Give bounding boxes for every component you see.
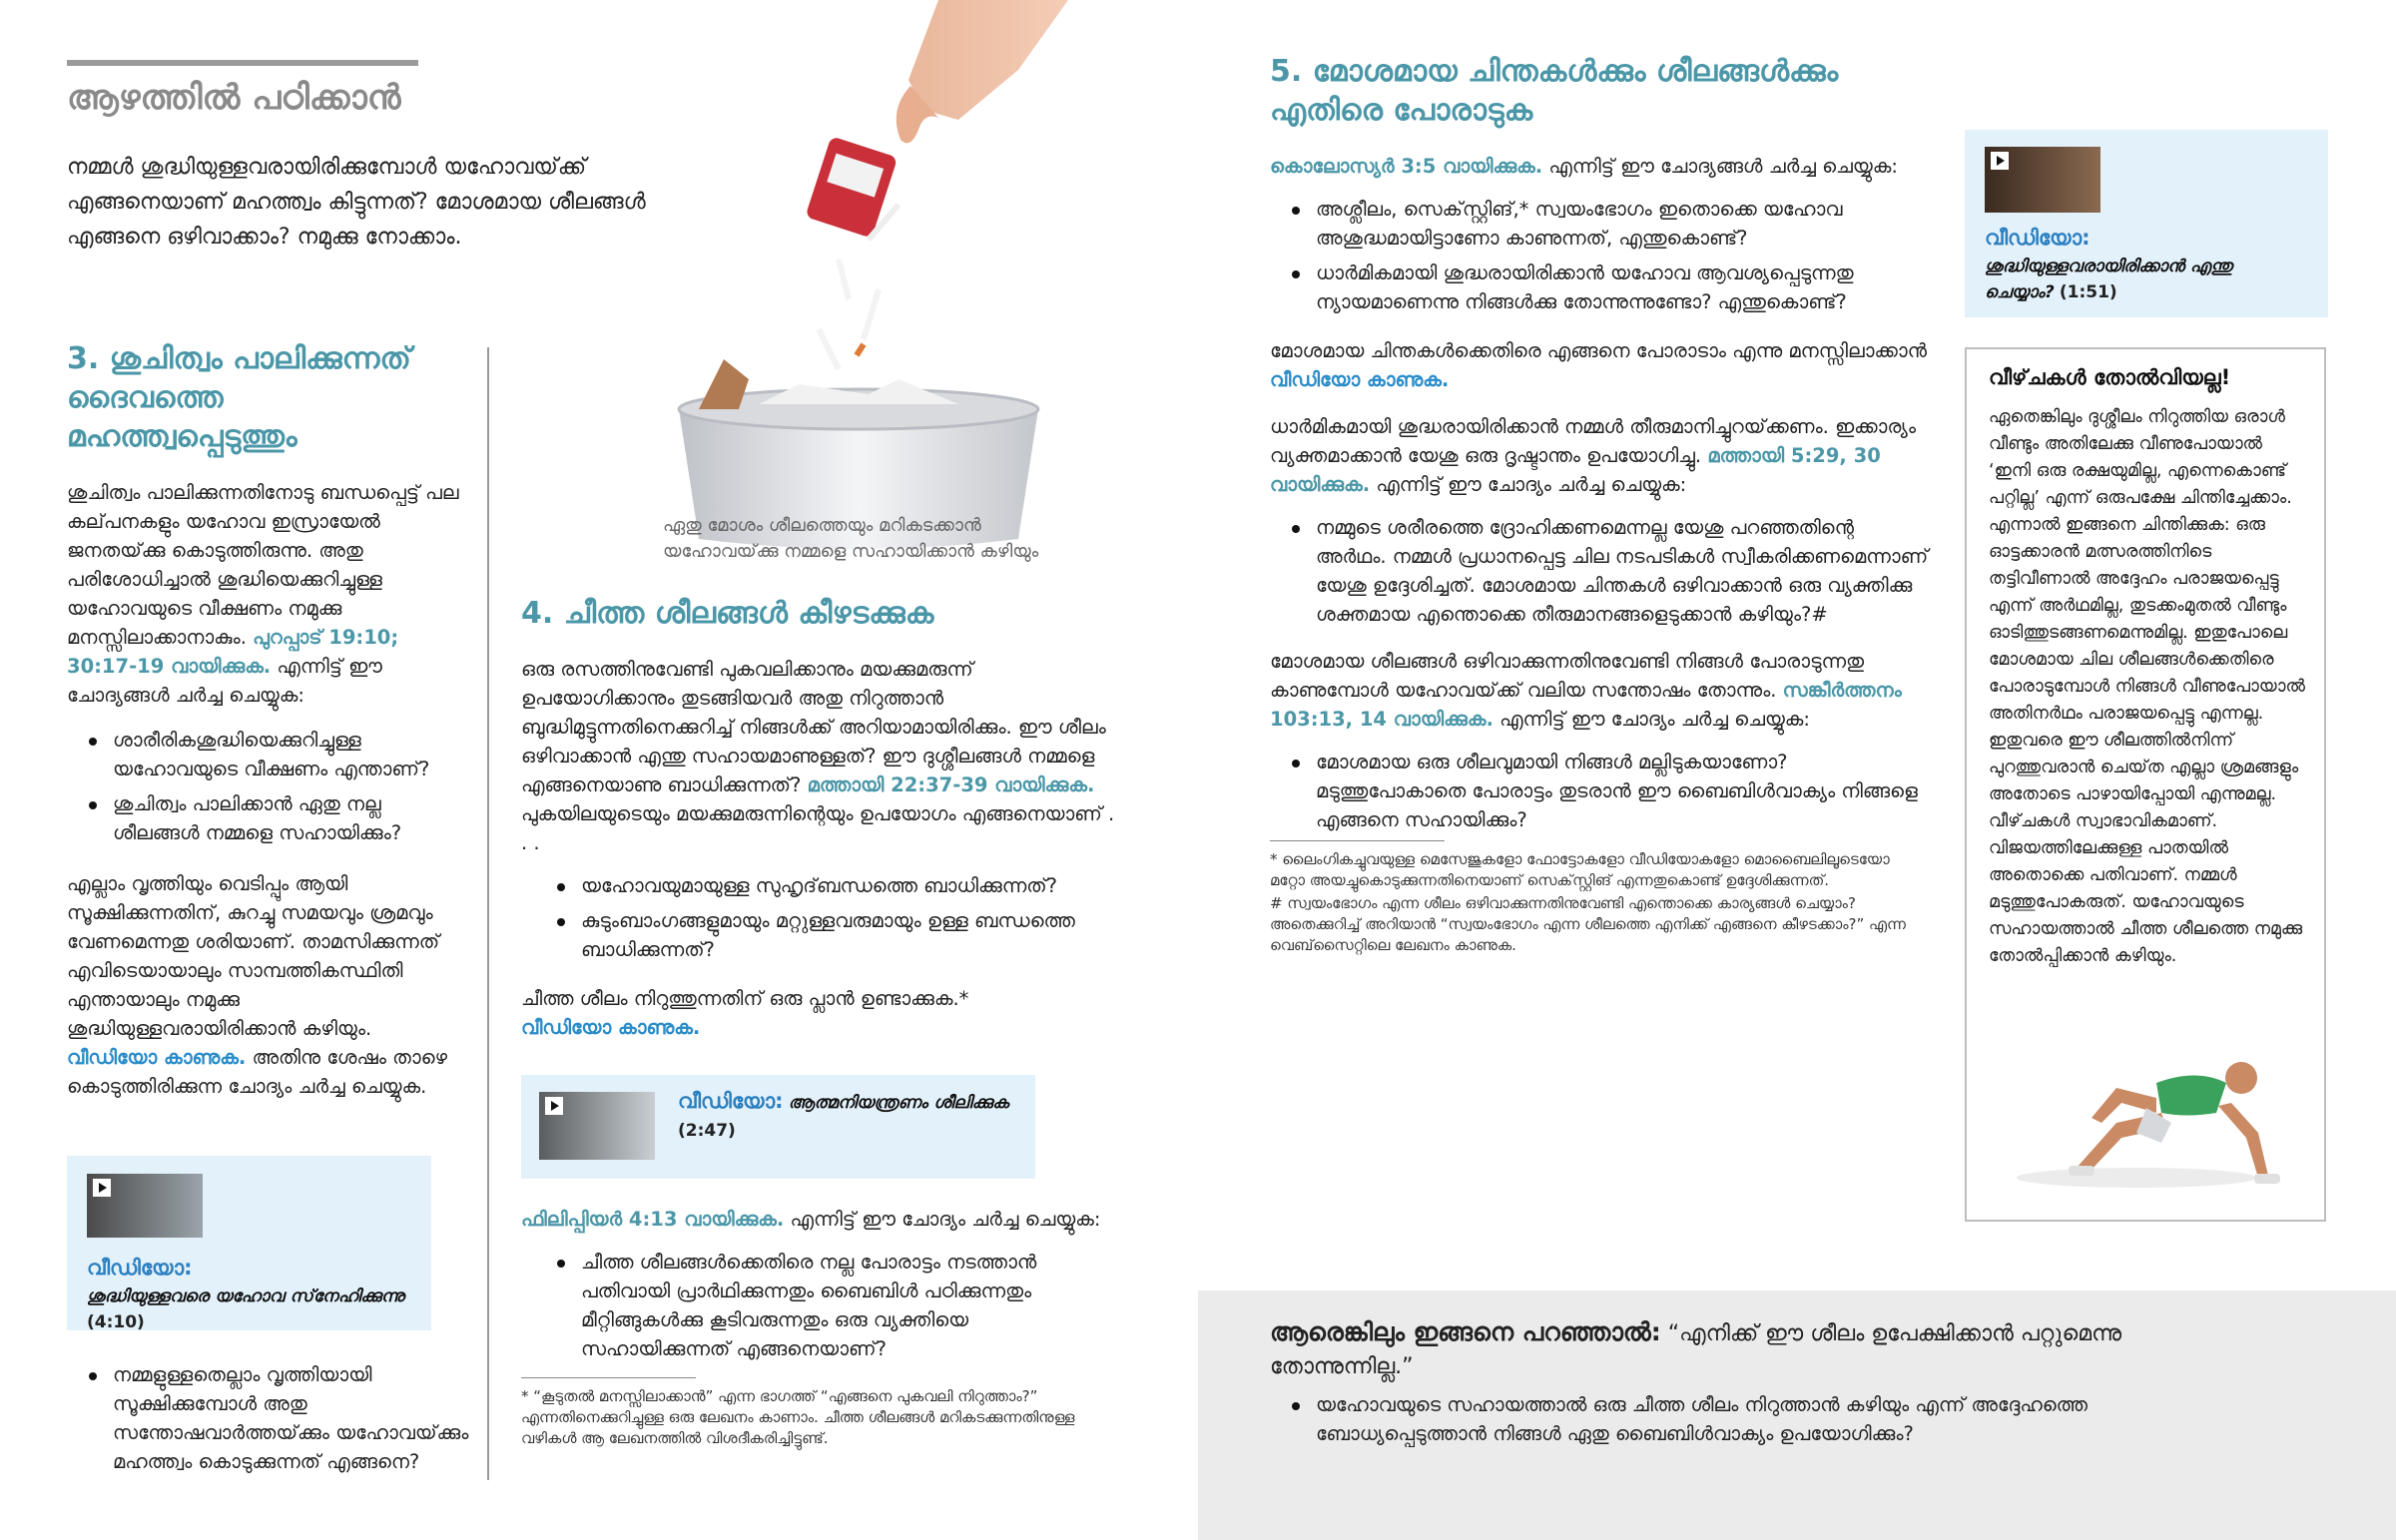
section-4-read2: ഫിലിപ്പിയർ 4:13 വായിക്കുക. എന്നിട്ട് ഈ ചോദ്യം ചർച്ച ചെയ്യുക: [521,1208,1101,1231]
section-5 [1270,52,1929,956]
question-item: യഹോവയുമായുള്ള സുഹൃദ്‌ബന്ധത്തെ ബാധിക്കുന്നത്‌? [535,871,1120,900]
setbacks-box-text: ഏതെങ്കിലും ദുശ്ശീലം നിറുത്തിയ ഒരാൾ വീണ്ടും അതിലേക്കു വീണുപോയാൽ ‘ഇനി ഒരു രക്ഷയുമില്ല, എന്നെകൊണ്ട് പറ്റില്ല’ എന്ന് ഒരുപക്ഷേ ചിന്തിച്ചേക്കാം. എന്നാൽ ഇങ്ങനെ ചിന്തിക്കുക: ഒരു ഓട്ടക്കാരൻ മത്സരത്തിനിടെ തട്ടിവീണാൽ അദ്ദേഹം പരാജയപ്പെട്ടു എന്ന് അർഥമില്ല, തുടക്കംമുതൽ വീണ്ടും ഓടിത്തുടങ്ങണമെന്നുമില്ല. ഇതുപോലെ മോശമായ ചില ശീലങ്ങൾക്കെതിരെ പോരാടുമ്പോൾ നിങ്ങൾ വീണുപോയാൽ അതിനർഥം പരാജയപ്പെട്ടു എന്നല്ല. ഇതുവരെ ഈ ശീലത്തിൽനിന്ന് പുറത്തുവരാൻ ചെയ്‌ത എല്ലാ ശ്രമങ്ങളും അതോടെ പാഴായിപ്പോയി എന്നുമല്ല. വീഴ്‌ചകൾ സ്വാഭാവികമാണ്‌. വിജയത്തിലേക്കുള്ള പാതയിൽ അതൊക്കെ പതിവാണ്‌. നമ്മൾ മടുത്തുപോകരുത്‌. യഹോവയുടെ സഹായത്താൽ ചീത്ത ശീലത്തെ നമുക്കു തോൽപ്പിക്കാൻ കഴിയും. [1989,407,2306,966]
section-4-heading: 4. ചീത്ത ശീലങ്ങൾ കീഴടക്കുക [521,596,934,631]
runner-illustration [1997,1028,2296,1198]
intro-rule [67,60,418,66]
question-item: ശുചിത്വം പാലിക്കാൻ ഏതു നല്ല ശീലങ്ങൾ നമ്മളെ സഹായിക്കും? [67,789,461,847]
video-label: വീഡിയോ: [87,1256,193,1280]
setbacks-box [1965,347,2326,1222]
watch-video-link[interactable]: വീഡിയോ കാണുക. [67,1046,247,1069]
question-item: കുടുംബാംഗങ്ങളുമായും മറ്റുള്ളവരുമായും ഉള്ള ബന്ധത്തെ ബാധിക്കുന്നത്‌? [535,906,1120,964]
section-5-para3: മോശമായ ശീലങ്ങൾ ഒഴിവാക്കുന്നതിനുവേണ്ടി നിങ്ങൾ പോരാടുന്നതു കാണുമ്പോൾ യഹോവയ്‌ക്ക് വലിയ സന്തോഷം തോന്നും. സങ്കീർത്തനം 103:13, 14 വായിക്കുക. എന്നിട്ട് ഈ ചോദ്യം ചർച്ച ചെയ്യുക: [1270,650,1902,731]
intro-text: നമ്മൾ ശുദ്ധിയുള്ളവരായിരിക്കുമ്പോൾ യഹോവയ്‌ക്ക് എങ്ങനെയാണ്‌ മഹത്ത്വം കിട്ടുന്നത്‌? മോശമായ ശീലങ്ങൾ എങ്ങനെ ഒഴിവാക്കാം? നമുക്കു നോക്കാം. [67,155,646,250]
watch-video-link[interactable]: വീഡിയോ കാണുക. [1270,368,1450,391]
video-duration: (1:51) [2059,282,2117,302]
section-4-part2 [521,1205,1120,1449]
question-item: ചീത്ത ശീലങ്ങൾക്കെതിരെ നല്ല പോരാട്ടം നടത്താൻ പതിവായി പ്രാർഥിക്കുന്നതും ബൈബിൾ പഠിക്കുന്നതും മീറ്റിങ്ങുകൾക്കു കൂടിവരുന്നതും ഒരു വ്യക്തിയെ സഹായിക്കുന്നത്‌ എങ്ങനെയാണ്‌? [535,1248,1120,1363]
section-4 [521,594,1120,1042]
objection-panel [1198,1290,2396,1540]
scripture-link-colossians[interactable]: കൊലോസ്യർ 3:5 വായിക്കുക. [1270,155,1543,178]
objection-statement [1270,1315,2248,1383]
video-label: വീഡിയോ: [1985,226,2091,250]
footnote: # സ്വയംഭോഗം എന്ന ശീലം ഒഴിവാക്കുന്നതിനുവേണ്ടി എന്തൊക്കെ കാര്യങ്ങൾ ചെയ്യാം? അതെക്കുറിച്ച് അറിയാൻ “സ്വയംഭോഗം എന്ന ശീലത്തെ എനിക്ക് എങ്ങനെ കീഴടക്കാം?” എന്ന വെബ്‌സൈറ്റിലെ ലേഖനം കാണുക. [1270,894,1906,954]
footnote: * “കൂടുതൽ മനസ്സിലാക്കാൻ” എന്ന ഭാഗത്ത്‌ “എങ്ങനെ പുകവലി നിറുത്താം?” എന്നതിനെക്കുറിച്ചുള്ള ഒരു ലേഖനം കാണാം. ചീത്ത ശീലങ്ങൾ മറികടക്കുന്നതിനുള്ള വഴികൾ ആ ലേഖനത്തിൽ വിശദീകരിച്ചിട്ടുണ്ട്. [521,1387,1075,1447]
play-icon [93,1179,111,1197]
scripture-link-matthew[interactable]: മത്തായി 22:37-39 വായിക്കുക. [807,773,1095,796]
video-label: വീഡിയോ: [678,1089,784,1113]
section-4-plan: ചീത്ത ശീലം നിറുത്തുന്നതിന്‌ ഒരു പ്ലാൻ ഉണ്ടാക്കുക.* വീഡിയോ കാണുക. [521,987,969,1039]
objection-quote: “എനിക്ക് ഈ ശീലം ഉപേക്ഷിക്കാൻ പറ്റുമെന്നു തോന്നുന്നില്ല.” [1270,1321,2122,1379]
video-title: ആത്മനിയന്ത്രണം ശീലിക്കുക [788,1093,1009,1113]
video-title: ശുദ്ധിയുള്ളവരെ യഹോവ സ്‌നേഹിക്കുന്നു [87,1286,405,1306]
video-box-self-control[interactable] [521,1075,1035,1179]
video-duration: (2:47) [678,1121,736,1141]
intro-title: ആഴത്തിൽ പഠിക്കാൻ [67,78,401,118]
watch-video-link[interactable]: വീഡിയോ കാണുക. [521,1016,701,1039]
section-5-heading: 5. മോശമായ ചിന്തകൾക്കും ശീലങ്ങൾക്കും എതിരെ പോരാടുക [1270,54,1839,128]
question-item: മോശമായ ഒരു ശീലവുമായി നിങ്ങൾ മല്ലിടുകയാണോ? മടുത്തുപോകാതെ പോരാട്ടം തുടരാൻ ഈ ബൈബിൾവാക്യം നിങ്ങളെ എങ്ങനെ സഹായിക്കും? [1270,748,1929,834]
video-box-purity[interactable] [1965,130,2328,317]
footnote-rule [521,1377,696,1378]
section-3-para1: ശുചിത്വം പാലിക്കുന്നതിനോടു ബന്ധപ്പെട്ട് പല കല്‌പനകളും യഹോവ ഇസ്രായേൽ ജനതയ്‌ക്കു കൊടുത്തിരുന്നു. അതു പരിശോധിച്ചാൽ ശുദ്ധിയെക്കുറിച്ചുള്ള യഹോവയുടെ വീക്ഷണം നമുക്കു മനസ്സിലാക്കാനാകും. പുറപ്പാട്‌ 19:10; 30:17-19 വായിക്കുക. എന്നിട്ട് ഈ ചോദ്യങ്ങൾ ചർച്ച ചെയ്യുക: [67,481,459,707]
objection-lead: ആരെങ്കിലും ഇങ്ങനെ പറഞ്ഞാൽ: [1270,1317,1661,1346]
video-title: ശുദ്ധിയുള്ളവരായിരിക്കാൻ എന്തു ചെയ്യാം? [1985,257,2232,302]
play-icon [545,1097,563,1115]
column-divider [487,347,489,1480]
section-3-para2: എല്ലാം വൃത്തിയും വെടിപ്പും ആയി സൂക്ഷിക്കുന്നതിന്‌, കുറച്ചു സമയവും ശ്രമവും വേണമെന്നതു ശരിയാണ്‌. താമസിക്കുന്നത്‌ എവിടെയായാലും സാമ്പത്തികസ്ഥിതി എന്തായാലും നമുക്കു ശുദ്ധിയുള്ളവരായിരിക്കാൻ കഴിയും. വീഡിയോ കാണുക. അതിനു ശേഷം താഴെ കൊടുത്തിരിക്കുന്ന ചോദ്യം ചർച്ച ചെയ്യുക. [67,872,448,1098]
video-duration: (4:10) [87,1312,145,1332]
footnote: * ലൈംഗികച്ചുവയുള്ള മെസേജുകളോ ഫോട്ടോകളോ വീഡിയോകളോ മൊബൈലിലൂടെയോ മറ്റോ അയച്ചുകൊടുക്കുന്നതിനെയാണ്‌ സെക്‌സ്റ്റിങ്‌ എന്നതുകൊണ്ട് ഉദ്ദേശിക്കുന്നത്‌. [1270,850,1890,889]
video-thumbnail[interactable] [539,1092,655,1160]
question-item: അശ്ലീലം, സെക്‌സ്റ്റിങ്‌,* സ്വയംഭോഗം ഇതൊക്കെ യഹോവ അശുദ്ധമായിട്ടാണോ കാണുന്നത്‌, എന്തുകൊണ്ട്? [1270,195,1929,253]
section-3-heading: 3. ശുചിത്വം പാലിക്കുന്നത്‌ ദൈവത്തെ മഹത്ത്വപ്പെടുത്തും [67,341,411,454]
scripture-link-psalms[interactable]: സങ്കീർത്തനം 103:13, 14 വായിക്കുക. [1270,679,1902,731]
section-5-para1: മോശമായ ചിന്തകൾക്കെതിരെ എങ്ങനെ പോരാടാം എന്നു മനസ്സിലാക്കാൻ വീഡിയോ കാണുക. [1270,339,1928,391]
video-box-cleanliness[interactable] [67,1156,431,1330]
question-item: ശാരീരികശുദ്ധിയെക്കുറിച്ചുള്ള യഹോവയുടെ വീക്ഷണം എന്താണ്‌? [67,726,461,783]
question-item: നമ്മളുള്ളതെല്ലാം വൃത്തിയായി സൂക്ഷിക്കുമ്പോൾ അതു സന്തോഷവാർത്തയ്‌ക്കും യഹോവയ്‌ക്കും മഹത്ത്വം കൊടുക്കുന്നത്‌ എങ്ങനെ? [67,1360,486,1476]
question-item: യഹോവയുടെ സഹായത്താൽ ഒരു ചീത്ത ശീലം നിറുത്താൻ കഴിയും എന്ന് അദ്ദേഹത്തെ ബോധ്യപ്പെടുത്താൻ നിങ്ങൾ ഏതു ബൈബിൾവാക്യം ഉപയോഗിക്കും? [1270,1390,2228,1448]
footnote-rule [1270,840,1445,841]
scripture-link-philippians[interactable]: ഫിലിപ്പിയർ 4:13 വായിക്കുക. [521,1208,785,1231]
setbacks-box-title: വീഴ്‌ചകൾ തോൽവിയല്ല! [1989,365,2231,389]
video-thumbnail[interactable] [87,1174,203,1238]
section-3 [67,339,461,1101]
trash-illustration [639,0,1098,559]
section-5-read: കൊലോസ്യർ 3:5 വായിക്കുക. എന്നിട്ട് ഈ ചോദ്യങ്ങൾ ചർച്ച ചെയ്യുക: [1270,155,1898,178]
scripture-link-matthew-5[interactable]: മത്തായി 5:29, 30 വായിക്കുക. [1270,444,1881,496]
image-caption: ഏതു മോശം ശീലത്തെയും മറികടക്കാൻ യഹോവയ്‌ക്കു നമ്മളെ സഹായിക്കാൻ കഴിയും [663,515,1039,562]
section-4-para1: ഒരു രസത്തിനുവേണ്ടി പുകവലിക്കാനും മയക്കുമരുന്ന് ഉപയോഗിക്കാനും തുടങ്ങിയവർ അതു നിറുത്താൻ ബുദ്ധിമുട്ടുന്നതിനെക്കുറിച്ച് നിങ്ങൾക്ക് അറിയാമായിരിക്കും. ഈ ശീലം ഒഴിവാക്കാൻ എന്തു സഹായമാണുള്ളത്‌? ഈ ദുശ്ശീലങ്ങൾ നമ്മളെ എങ്ങനെയാണു ബാധിക്കുന്നത്‌? മത്തായി 22:37-39 വായിക്കുക. പുകയിലയുടെയും മയക്കുമരുന്നിന്റെയും ഉപയോഗം എങ്ങനെയാണ്‌ . . . [521,658,1115,854]
section-5-para2: ധാർമികമായി ശുദ്ധരായിരിക്കാൻ നമ്മൾ തീരുമാനിച്ചുറയ്‌ക്കണം. ഇക്കാര്യം വ്യക്തമാക്കാൻ യേശു ഒരു ദൃഷ്ടാന്തം ഉപയോഗിച്ചു. മത്തായി 5:29, 30 വായിക്കുക. എന്നിട്ട് ഈ ചോദ്യം ചർച്ച ചെയ്യുക: [1270,415,1917,496]
question-item: നമ്മുടെ ശരീരത്തെ ദ്രോഹിക്കണമെന്നല്ല യേശു പറഞ്ഞതിന്റെ അർഥം. നമ്മൾ പ്രധാനപ്പെട്ട ചില നടപടികൾ സ്വീകരിക്കണമെന്നാണ്‌ യേശു ഉദ്ദേശിച്ചത്‌. മോശമായ ചിന്തകൾ ഒഴിവാക്കാൻ ഒരു വ്യക്തിക്കു ശക്തമായ എന്തൊക്കെ തീരുമാനങ്ങളെടുക്കാൻ കഴിയും?# [1270,513,1929,629]
play-icon [1991,152,2009,170]
scripture-link-exodus[interactable]: പുറപ്പാട്‌ 19:10; 30:17-19 വായിക്കുക. [67,626,399,678]
question-item: ധാർമികമായി ശുദ്ധരായിരിക്കാൻ യഹോവ ആവശ്യപ്പെടുന്നതു ന്യായമാണെന്നു നിങ്ങൾക്കു തോന്നുന്നുണ്ടോ? എന്തുകൊണ്ട്? [1270,258,1929,316]
video-thumbnail[interactable] [1985,147,2100,213]
